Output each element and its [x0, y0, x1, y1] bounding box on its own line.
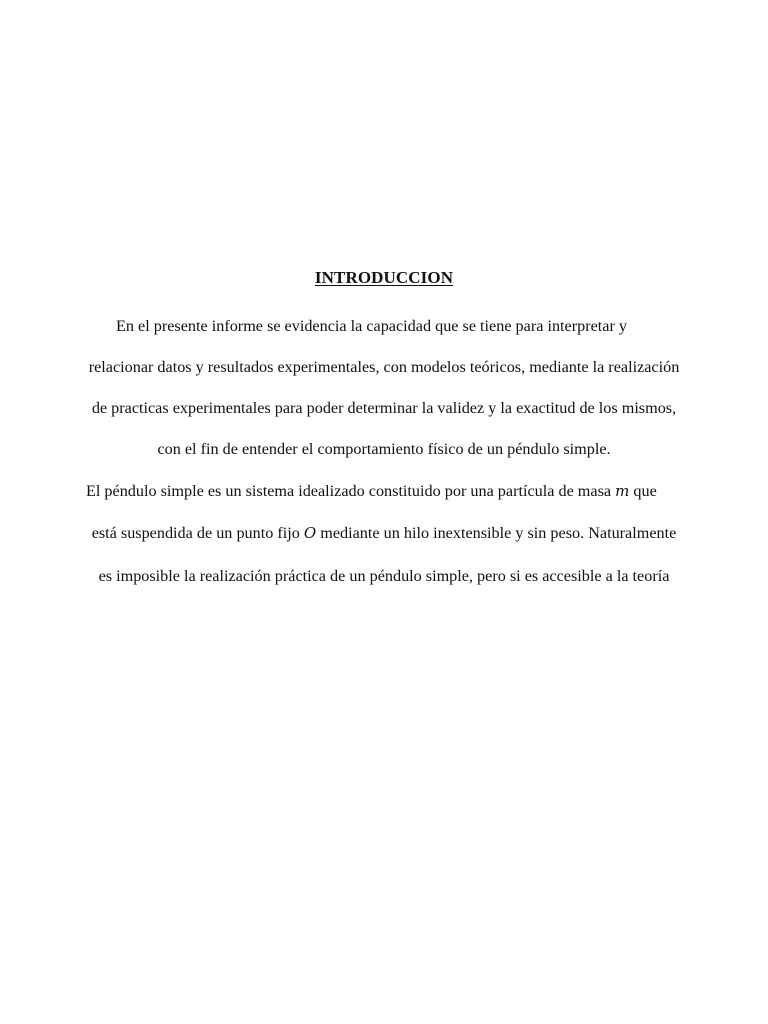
paragraph2-line1-text: El péndulo simple es un sistema idealizado constituido por una partícula de masa	[86, 482, 612, 500]
paragraph2-line2-end: mediante un hilo inextensible y sin peso. Naturalmente	[320, 524, 677, 542]
mass-symbol: m	[615, 482, 630, 500]
paragraph2-line1	[86, 481, 657, 501]
section-heading: INTRODUCCION	[314, 268, 454, 287]
paragraph1-line1: En el presente informe se evidencia la capacidad que se tiene para interpretar y	[116, 317, 627, 335]
paragraph2-line1-end: que	[633, 482, 657, 500]
paragraph1-line4: con el fin de entender el comportamiento físico de un péndulo simple.	[157, 440, 611, 458]
paragraph1-line3: de practicas experimentales para poder determinar la validez y la exactitud de los mismos,	[91, 399, 677, 417]
paragraph2-line2	[0, 523, 768, 543]
paragraph1-line2: relacionar datos y resultados experimentales, con modelos teóricos, mediante la realización	[88, 358, 680, 376]
fixed-point-symbol: O	[303, 524, 317, 542]
paragraph2-line3: es imposible la realización práctica de un péndulo simple, pero si es accesible a la teoría	[98, 567, 670, 585]
paragraph2-line2-text: está suspendida de un punto fijo	[91, 524, 300, 542]
